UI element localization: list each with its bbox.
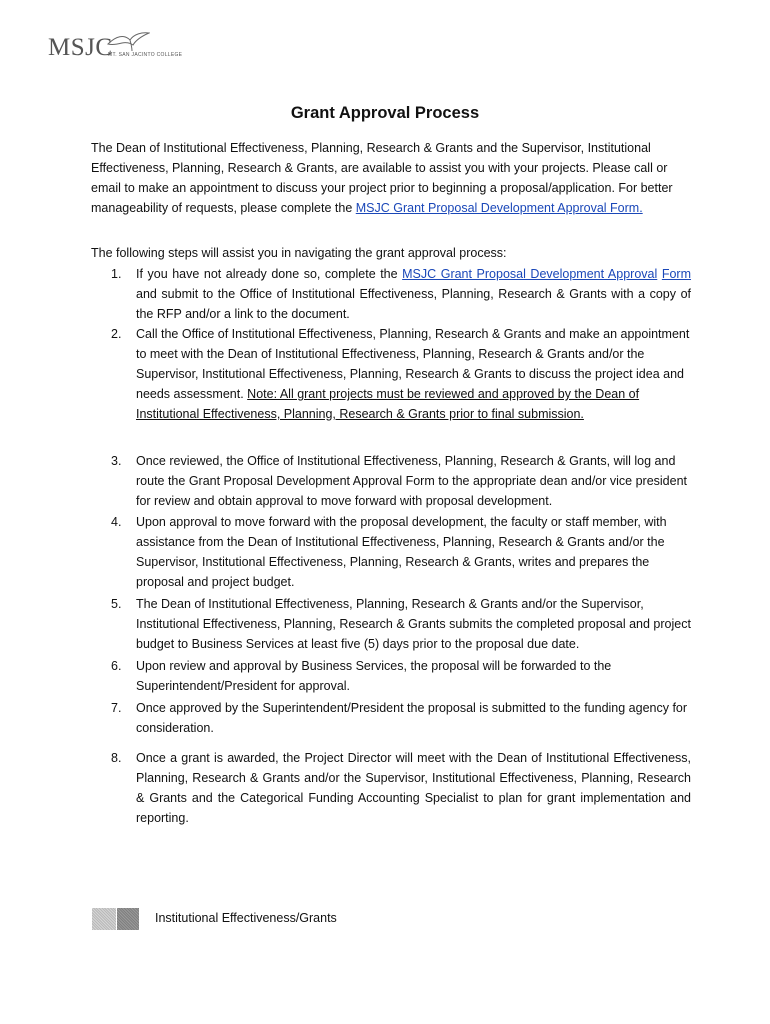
step-text: The Dean of Institutional Effectiveness, Planning, Research & Grants and/or the Supervisor, Institutional Effectiveness, Planning, Research & Grants submits the completed proposal and project budget to Business Services at least five (5) days prior to the proposal due date.	[136, 597, 691, 651]
step-number: 1.	[111, 267, 122, 281]
approval-form-link[interactable]: MSJC Grant Proposal Development Approval	[402, 267, 658, 281]
steps-lead: The following steps will assist you in navigating the grant approval process:	[91, 246, 507, 260]
step-text: Once approved by the Superintendent/President the proposal is submitted to the funding agency for consideration.	[136, 701, 688, 735]
step-text: Call the Office of Institutional Effectiveness, Planning, Research & Grants and make an appointment to meet with the Dean of Institutional Effectiveness, Planning, Research & Grants and/or the Supervisor, Institutional Effectiveness, Planning, Research & Grants to discuss the project idea and needs assessment.	[136, 327, 690, 401]
step-text: and submit to the Office of Institutional Effectiveness, Planning, Research & Grants with a copy of the RFP and/or a link to the document.	[136, 287, 691, 321]
list-item	[111, 748, 691, 828]
eagle-icon	[106, 30, 150, 52]
intro-text: The Dean of Institutional Effectiveness, Planning, Research & Grants and the Supervisor, Institutional Effectiveness, Planning, Research & Grants, are available to assist you with your projects. Please call or email to make an appointment to discuss your project prior to beginning a proposal/application. For better manageability of requests, please complete the	[91, 141, 673, 215]
list-item	[111, 698, 691, 738]
list-item	[111, 451, 691, 511]
intro-paragraph	[91, 138, 691, 218]
step-number: 3.	[111, 454, 122, 468]
logo-subtext: MT. SAN JACINTO COLLEGE	[108, 52, 183, 58]
step-number: 6.	[111, 659, 122, 673]
form-link[interactable]: Form	[661, 267, 692, 281]
footer-decoration	[92, 908, 116, 930]
approval-form-link[interactable]: MSJC Grant Proposal Development Approval Form.	[355, 201, 643, 215]
footer-decoration	[117, 908, 139, 930]
logo-text: MSJC	[48, 34, 113, 61]
step-text: Upon review and approval by Business Services, the proposal will be forwarded to the Superintendent/President for approval.	[136, 659, 612, 693]
step-number: 8.	[111, 751, 122, 765]
step-number: 4.	[111, 515, 122, 529]
msjc-logo	[48, 30, 183, 70]
page-footer	[92, 908, 492, 932]
list-item	[111, 656, 691, 696]
review-note: Note: All grant projects must be reviewed and approved by the Dean of Institutional Effectiveness, Planning, Research & Grants prior to final submission.	[136, 387, 640, 421]
step-number: 7.	[111, 701, 122, 715]
step-number: 5.	[111, 597, 122, 611]
list-item	[111, 324, 691, 424]
list-item	[111, 264, 691, 324]
step-text: Upon approval to move forward with the proposal development, the faculty or staff member, with assistance from the Dean of Institutional Effectiveness, Planning, Research & Grants and/or the Supervisor, Institutional Effectiveness, Planning, Research & Grants, writes and prepares the proposal and project budget.	[136, 515, 667, 589]
step-number: 2.	[111, 327, 122, 341]
step-text: Once reviewed, the Office of Institutional Effectiveness, Planning, Research & Grants, will log and route the Grant Proposal Development Approval Form to the appropriate dean and/or vice president for review and obtain approval to move forward with proposal development.	[136, 454, 688, 508]
footer-text: Institutional Effectiveness/Grants	[155, 911, 337, 925]
page-title: Grant Approval Process	[290, 104, 480, 122]
step-text: Once a grant is awarded, the Project Director will meet with the Dean of Institutional Effectiveness, Planning, Research & Grants and/or the Supervisor, Institutional Effectiveness, Planning, Research & Grants and the Categorical Funding Accounting Specialist to plan for grant implementation and reporting.	[136, 751, 691, 825]
list-item	[111, 512, 691, 592]
list-item	[111, 594, 691, 654]
step-text: If you have not already done so, complete the	[136, 267, 403, 281]
